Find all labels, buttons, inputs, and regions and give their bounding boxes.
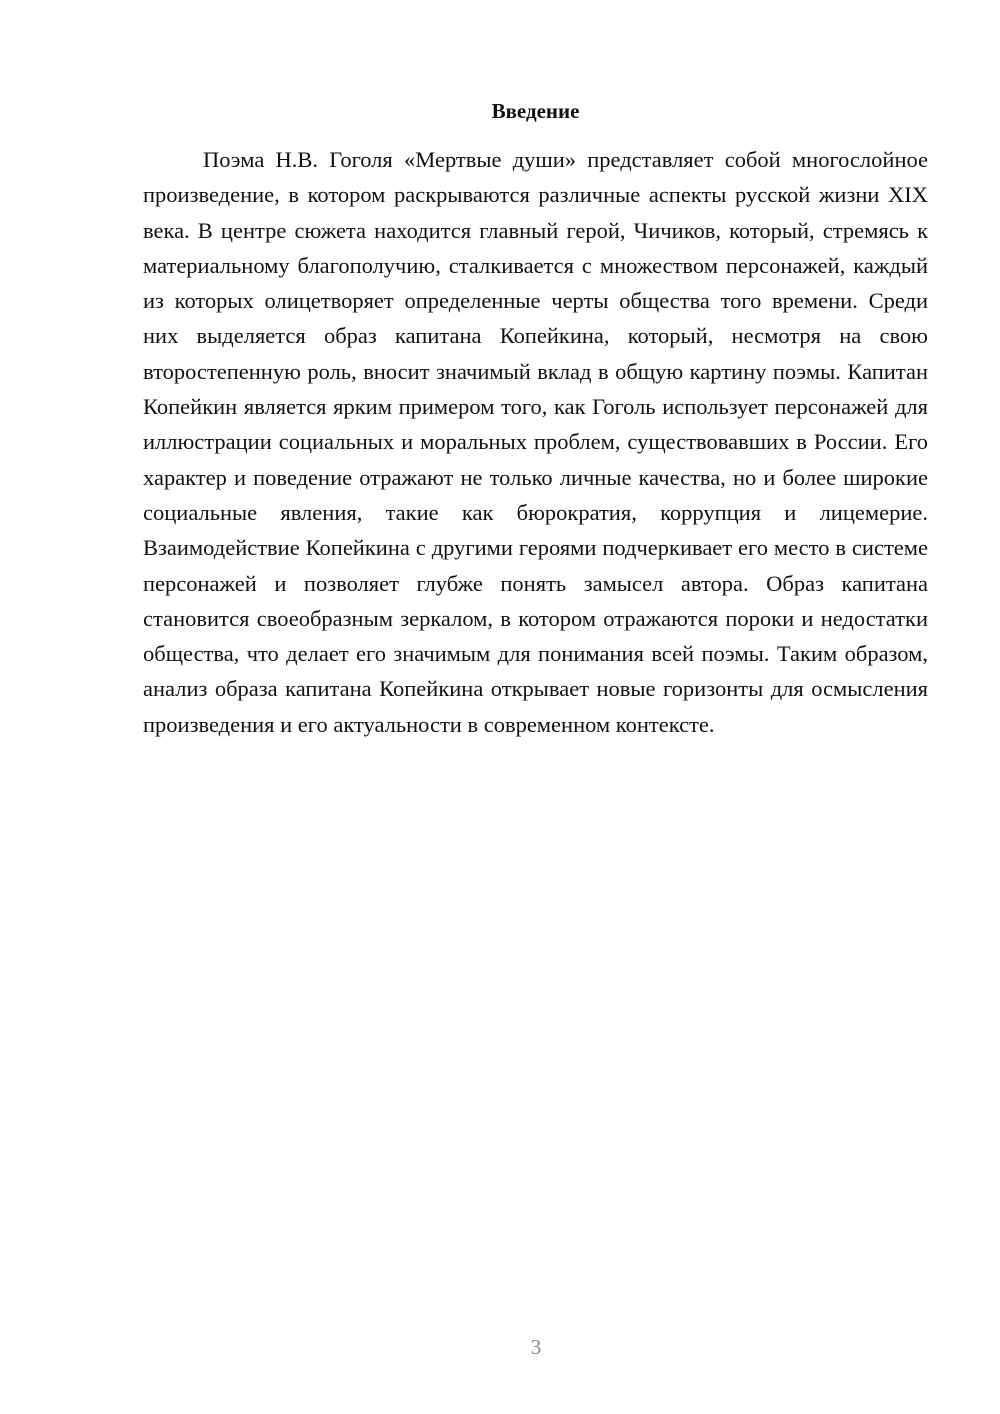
page-number: 3: [530, 1335, 542, 1359]
body-paragraph: Поэма Н.В. Гоголя «Мертвые души» представляет собой многослойное произведение, в котором раскрываются различные аспекты русской жизни XIX века. В центре сюжета находится главный герой, Чичиков, который, стремясь к материальному благополучию, сталкивается с множеством персонажей, каждый из которых олицетворяет определенные черты общества того времени. Среди них выделяется образ капитана Копейкина, который, несмотря на свою второстепенную роль, вносит значимый вклад в общую картину поэмы. Капитан Копейкин является ярким примером того, как Гоголь использует персонажей для иллюстрации социальных и моральных проблем, существовавших в России. Его характер и поведение отражают не только личные качества, но и более широкие социальные явления, такие как бюрократия, коррупция и лицемерие. Взаимодействие Копейкина с другими героями подчеркивает его место в системе персонажей и позволяет глубже понять замысел автора. Образ капитана становится своеобразным зеркалом, в котором отражаются пороки и недостатки общества, что делает его значимым для понимания всей поэмы. Таким образом, анализ образа капитана Копейкина открывает новые горизонты для осмысления произведения и его актуальности в современном контексте.: [143, 147, 928, 737]
section-heading: Введение: [491, 99, 580, 123]
